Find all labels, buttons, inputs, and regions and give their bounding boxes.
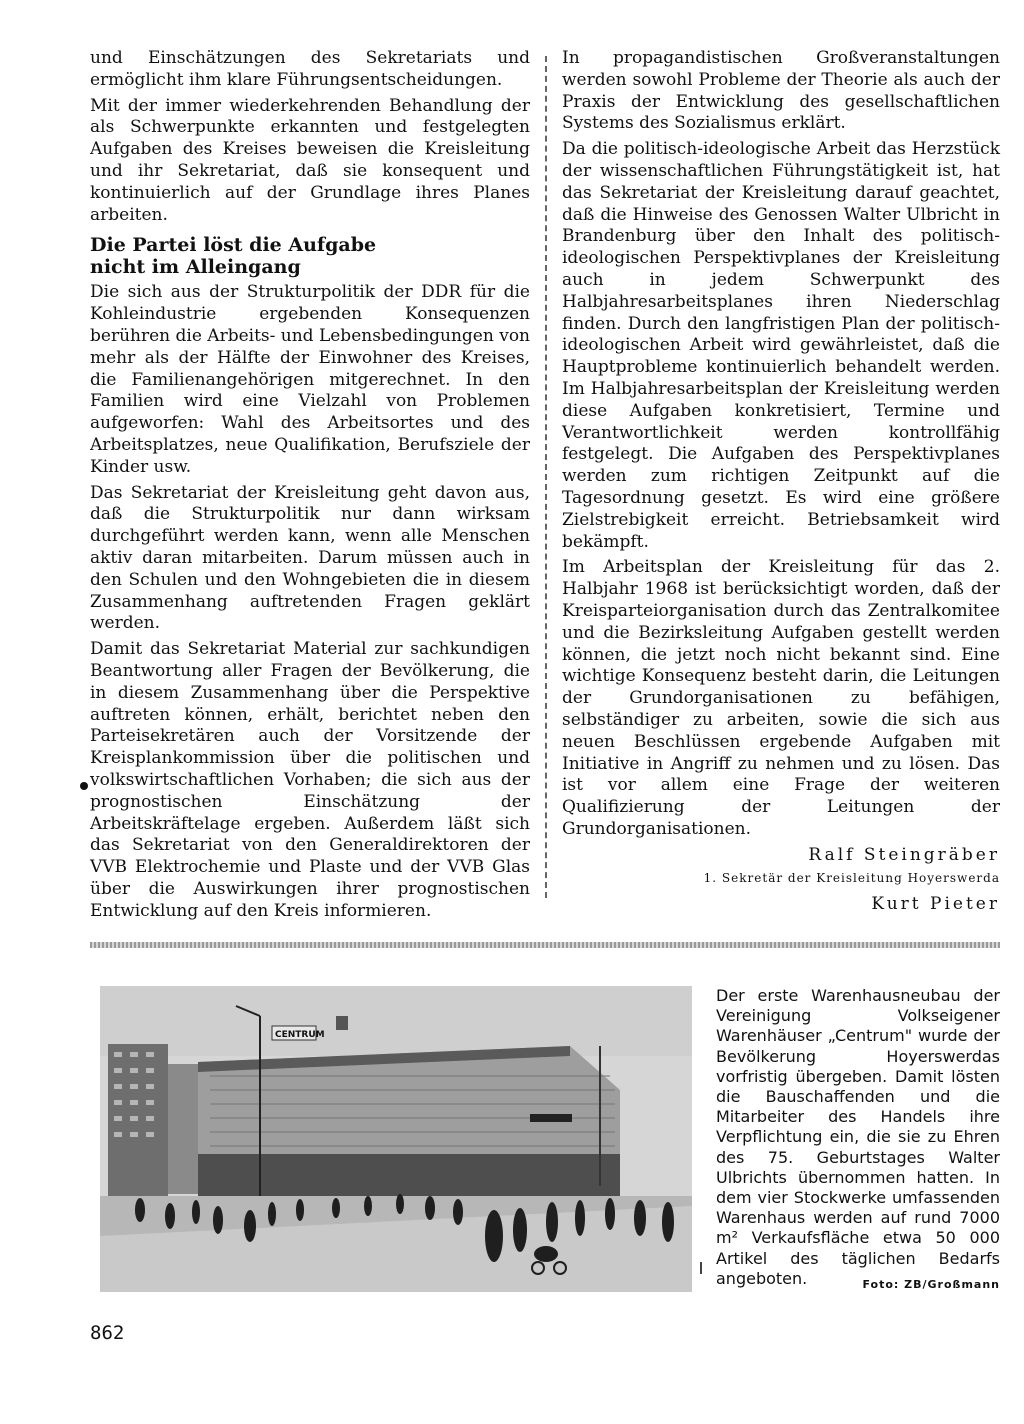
margin-tick: [700, 1262, 702, 1274]
section-heading-line-1: Die Partei löst die Aufgabe: [90, 234, 377, 257]
paragraph: Im Arbeitsplan der Kreisleitung für das 2. Halbjahr 1968 ist berücksichtigt worden, daß der Kreisparteiorganisation durch das Zentralkomitee und die Bezirksleitung Aufgaben gestellt werden können, die jetzt noch nicht bekannt sind. Eine wichtige Konsequenz besteht darin, die Leitungen der Grundorganisationen zu befähigen, selbständiger zu arbeiten, sowie die sich aus neuen Beschlüssen ergebende Aufgaben mit Initiative in Angriff zu nehmen und zu lösen. Das ist vor allem eine Frage der weiteren Qualifizierung der Leitungen der Grundorganisationen.: [562, 557, 1000, 839]
signature-name: Kurt Pieter: [871, 894, 1000, 915]
photo-illustration: [100, 986, 692, 1292]
paragraph: Damit das Sekretariat Material zur sachkundigen Beantwortung aller Fragen der Bevölkerung, die in diesem Zusammenhang über die Perspektive auftreten können, erhält, berichtet neben den Parteisekretären auch der Vorsitzende der Kreisplankommission über die politischen und volkswirtschaftlichen Vorhaben; die sich aus der prognostischen Einschätzung der Arbeitskräftelage ergeben. Außerdem läßt sich das Sekretariat von den Generaldirektoren der VVB Elektrochemie und Plaste und der VVB Glas über die Auswirkungen ihrer prognostischen Entwicklung auf den Kreis informieren.: [90, 639, 530, 921]
left-column: [90, 48, 530, 926]
bullet-mark: [80, 782, 88, 790]
photo-credit: Foto: ZB/Großmann: [862, 1278, 1000, 1291]
right-column: [562, 48, 1000, 916]
centrum-sign-text: CENTRUM: [275, 1030, 325, 1040]
section-heading-line-2: nicht im Alleingang: [90, 256, 301, 279]
paragraph: In propagandistischen Großveranstaltungen werden sowohl Probleme der Theorie als auch der Praxis der Entwicklung des gesellschaftlichen Systems des Sozialismus erklärt.: [562, 48, 1000, 134]
page-number: 862: [90, 1322, 125, 1344]
paragraph: Da die politisch-ideologische Arbeit das Herzstück der wissenschaftlichen Führungstätigkeit ist, hat das Sekretariat der Kreisleitung darauf geachtet, daß die Hinweise des Genossen Walter Ulbricht in Brandenburg über den Inhalt des politisch-ideologischen Perspektivplanes der Kreisleitung auch in jedem Schwerpunkt des Halbjahresarbeitsplanes ihren Niederschlag finden. Durch den langfristigen Plan der politisch-ideologischen Arbeit wird gewährleistet, daß die Hauptprobleme kontinuierlich behandelt werden. Im Halbjahresarbeitsplan der Kreisleitung werden diese Aufgaben konkretisiert, Termine und Verantwortlichkeit werden kontrollfähig festgelegt. Die Aufgaben des Perspektivplanes werden zum richtigen Zeitpunkt auf die Tagesordnung gesetzt. Es wird eine größere Zielstrebigkeit erreicht. Betriebsamkeit wird bekämpft.: [562, 139, 1000, 552]
paragraph: Die sich aus der Strukturpolitik der DDR für die Kohleindustrie ergebenden Konsequenzen berühren die Arbeits- und Lebensbedingungen von mehr als der Hälfte der Einwohner des Kreises, die Familienangehörigen mitgerechnet. In den Familien wird eine Vielzahl von Problemen aufgeworfen: Wahl des Arbeitsortes und des Arbeitsplatzes, neue Qualifikation, Berufsziele der Kinder usw.: [90, 282, 530, 477]
paragraph: Das Sekretariat der Kreisleitung geht davon aus, daß die Strukturpolitik nur dann wirksam durchgeführt werden kann, wenn alle Menschen aktiv daran mitarbeiten. Darum müssen auch in den Schulen und den Wohngebieten die in diesem Zusammenhang auftretenden Fragen geklärt werden.: [90, 482, 530, 634]
column-divider: [545, 56, 548, 898]
paragraph: Mit der immer wiederkehrenden Behandlung der als Schwerpunkte erkannten und festgelegten Aufgaben des Kreises beweisen die Kreisleitung und ihr Sekretariat, daß sie konsequent und kontinuierlich auf der Grundlage ihres Planes arbeiten.: [90, 95, 530, 225]
photo-caption: Der erste Warenhausneubau der Vereinigung Volkseigener Warenhäuser „Centrum" wurde der Bevölkerung Hoyerswerdas vorfristig übergeben. Damit lösten die Bauschaffenden und die Mitarbeiter des Handels ihre Verpflichtung ein, die sie zu Ehren des 75. Geburtstages Walter Ulbrichts übernommen hatten. In dem vier Stockwerke umfassenden Warenhaus werden auf rund 7000 m² Verkaufsfläche etwa 50 000 Artikel des täglichen Bedarfs angeboten.: [716, 986, 1000, 1288]
paragraph: und Einschätzungen des Sekretariats und ermöglicht ihm klare Führungsentscheidungen.: [90, 48, 530, 90]
signature-name: Ralf Steingräber: [808, 844, 1000, 865]
halftone-separator: [90, 942, 1000, 948]
signature-title: 1. Sekretär der Kreisleitung Hoyerswerda: [703, 871, 1000, 886]
department-store-photo: [100, 986, 692, 1292]
section-heading: [90, 234, 530, 278]
